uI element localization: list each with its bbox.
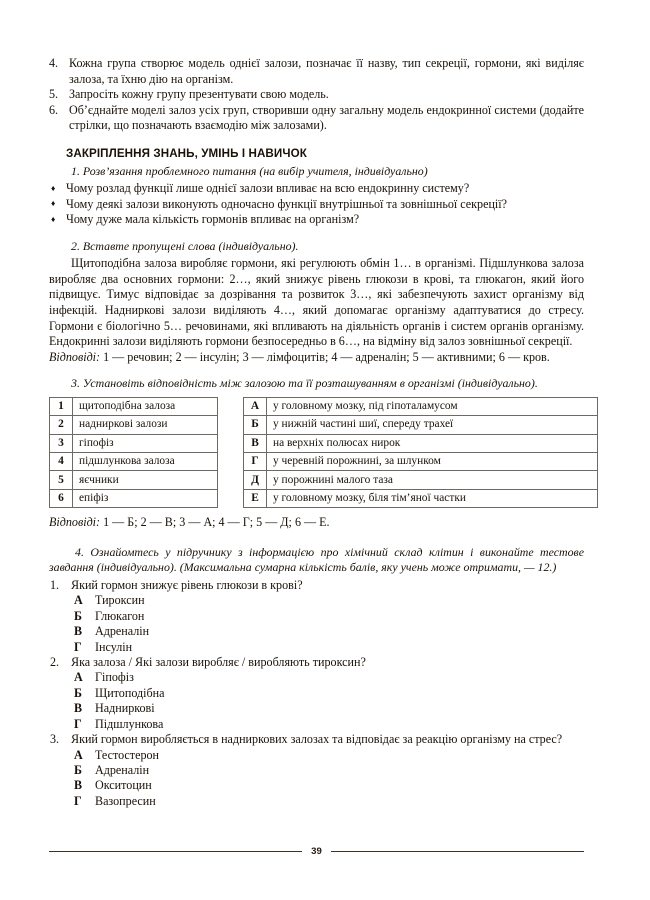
matching-table-right (243, 397, 598, 508)
option-text: Надниркові (95, 701, 155, 716)
list-item (49, 212, 584, 227)
diamond-bullet-icon: ♦ (51, 213, 56, 224)
row-key: 4 (50, 453, 73, 471)
instruction-list (49, 56, 584, 134)
option-item[interactable] (71, 763, 584, 778)
table-row (50, 434, 218, 452)
task4-heading: 4. Ознайомтесь у підручнику з інформацією про хімічний склад клітин і виконайте тестове завдання (індивідуально). (Максимальна сумарна кількість балів, яку учень може отримати, — 12.) (49, 544, 584, 575)
list-item (49, 56, 584, 87)
option-item[interactable] (71, 748, 584, 763)
row-value: у нижній частині шиї, спереду трахеї (267, 416, 598, 434)
option-letter: В (74, 701, 83, 716)
row-key: 1 (50, 397, 73, 415)
option-text: Інсулін (95, 639, 133, 654)
quiz-question (49, 578, 584, 655)
page-footer (49, 846, 584, 857)
option-item[interactable] (71, 624, 584, 639)
section-heading: ЗАКРІПЛЕННЯ ЗНАНЬ, УМІНЬ І НАВИЧОК (66, 146, 307, 160)
question-number: 3. (50, 732, 60, 747)
row-key: Г (244, 453, 267, 471)
option-item[interactable] (71, 717, 584, 732)
option-text: Адреналін (95, 624, 150, 639)
row-value: яєчники (73, 471, 218, 489)
option-text: Гіпофіз (95, 670, 134, 685)
row-value: епіфіз (73, 489, 218, 507)
matching-tables (49, 397, 584, 508)
question-text: Яка залоза / Які залози виробляє / виробляють тироксин? (71, 654, 366, 669)
list-text: Чому розлад функції лише однієї залози впливає на всю ендокринну систему? (66, 181, 470, 196)
row-value: гіпофіз (73, 434, 218, 452)
matching-table-left (49, 397, 218, 508)
option-item[interactable] (71, 701, 584, 716)
row-key: А (244, 397, 267, 415)
table-row (50, 453, 218, 471)
option-text: Тестостерон (95, 747, 160, 762)
row-key: 6 (50, 489, 73, 507)
option-letter: А (74, 670, 83, 685)
task2-heading: 2. Вставте пропущені слова (індивідуально). (71, 238, 299, 253)
question-number: 2. (50, 654, 60, 669)
list-marker: 5. (49, 87, 59, 102)
table-row (244, 397, 598, 415)
row-value: підшлункова залоза (73, 453, 218, 471)
list-text: Чому деякі залози виконують одночасно функції внутрішньої та зовнішньої секреції? (66, 196, 508, 211)
quiz-question (49, 655, 584, 732)
list-text: Кожна група створює модель однієї залози, позначає її назву, тип секреції, гормони, які виділяє залоза, та їхню дію на організм. (69, 56, 584, 86)
list-text: Об’єднайте моделі залоз усіх груп, створивши одну загальну модель ендокринної системи (додайте стрілки, що позначають взаємодію між залозами). (69, 102, 584, 133)
row-key: 2 (50, 416, 73, 434)
option-list (71, 748, 584, 810)
answers-label: Відповіді: (49, 349, 101, 364)
table-row (244, 416, 598, 434)
option-letter: В (74, 624, 83, 639)
option-letter: Б (74, 608, 82, 623)
row-key: Е (244, 489, 267, 507)
table-row (50, 416, 218, 434)
option-item[interactable] (71, 593, 584, 608)
option-item[interactable] (71, 640, 584, 655)
diamond-bullet-icon: ♦ (51, 198, 56, 209)
task1-heading: 1. Розв’язання проблемного питання (на вибір учителя, індивідуально) (71, 163, 428, 178)
option-letter: Б (74, 762, 82, 777)
option-letter: А (74, 747, 83, 762)
option-text: Глюкагон (95, 608, 145, 623)
answers-text: 1 — речовин; 2 — інсулін; 3 — лімфоцитів; 4 — адреналін; 5 — активними; 6 — кров. (100, 349, 550, 364)
table-row (244, 453, 598, 471)
row-key: 3 (50, 434, 73, 452)
row-value: у головному мозку, під гіпоталамусом (267, 397, 598, 415)
table-row (50, 397, 218, 415)
option-item[interactable] (71, 670, 584, 685)
row-key: 5 (50, 471, 73, 489)
diamond-bullet-icon: ♦ (51, 182, 56, 193)
list-marker: 4. (49, 56, 59, 70)
option-item[interactable] (71, 794, 584, 809)
task3-heading: 3. Установіть відповідність між залозою та її розташуванням в організмі (індивідуально). (71, 376, 538, 391)
table-row (244, 434, 598, 452)
option-letter: Г (74, 793, 82, 808)
question-text: Який гормон виробляється в надниркових залозах та відповідає за реакцію організму на стрес? (71, 732, 563, 747)
row-key: Д (244, 471, 267, 489)
list-text: Чому дуже мала кількість гормонів впливає на організм? (66, 212, 360, 227)
row-value: надниркові залози (73, 416, 218, 434)
row-value: у порожнині малого таза (267, 471, 598, 489)
list-marker: 6. (49, 102, 59, 117)
option-list (71, 593, 584, 655)
option-letter: А (74, 593, 83, 608)
option-text: Окситоцин (95, 778, 152, 793)
option-letter: Г (74, 639, 82, 654)
table-row (50, 489, 218, 507)
page-number: 39 (311, 845, 322, 857)
row-value: щитоподібна залоза (73, 397, 218, 415)
row-value: у головному мозку, біля тім’яної частки (267, 489, 598, 507)
task3-answers (49, 515, 584, 531)
option-text: Адреналін (95, 762, 150, 777)
table-row (50, 471, 218, 489)
list-item (49, 103, 584, 134)
footer-rule-left (49, 851, 302, 852)
question-text: Який гормон знижує рівень глюкози в крові? (71, 577, 303, 592)
option-text: Вазопресин (95, 793, 156, 808)
answers-label: Відповіді: (49, 515, 101, 530)
option-letter: Б (74, 685, 82, 700)
list-item (49, 197, 584, 212)
table-row (244, 471, 598, 489)
task1-question-list (49, 181, 584, 227)
list-text: Запросіть кожну групу презентувати свою модель. (69, 87, 329, 102)
row-value: у черевній порожнині, за шлунком (267, 453, 598, 471)
question-number: 1. (50, 577, 60, 592)
option-item[interactable] (71, 778, 584, 793)
row-value: на верхніх полюсах нирок (267, 434, 598, 452)
option-list (71, 670, 584, 732)
option-text: Щитоподібна (95, 685, 165, 700)
task2-answers (49, 350, 584, 366)
list-item (49, 87, 584, 103)
option-text: Підшлункова (95, 716, 164, 731)
task2-paragraph: Щитоподібна залоза виробляє гормони, які регулюють обмін 1… в організмі. Підшлункова залоза виробляє два основних гормони: 2…, який знижує рівень глюкози в крові, та глюкагон, який його підвищує. Тимус відповідає за дозрівання та розвиток 3…, які забезпечують захист організму від інфекцій. Надниркові залози виділяють 4…, який допомагає організму адаптуватися до стресу. Гормони є біологічно 5… речовинами, які впливають на діяльність органів і систем органів організму. Ендокринні залози виділяють гормони безпосередньо в 6…, на відміну від залоз зовнішньої секреції. (49, 256, 584, 349)
answers-text: 1 — Б; 2 — В; 3 — А; 4 — Г; 5 — Д; 6 — Е. (100, 515, 330, 530)
quiz-list (49, 578, 584, 809)
quiz-question (49, 732, 584, 809)
list-item (49, 181, 584, 196)
row-key: В (244, 434, 267, 452)
option-item[interactable] (71, 609, 584, 624)
footer-rule-right (331, 851, 584, 852)
option-item[interactable] (71, 686, 584, 701)
table-row (244, 489, 598, 507)
option-text: Тироксин (95, 593, 145, 608)
option-letter: Г (74, 716, 82, 731)
row-key: Б (244, 416, 267, 434)
option-letter: В (74, 778, 83, 793)
